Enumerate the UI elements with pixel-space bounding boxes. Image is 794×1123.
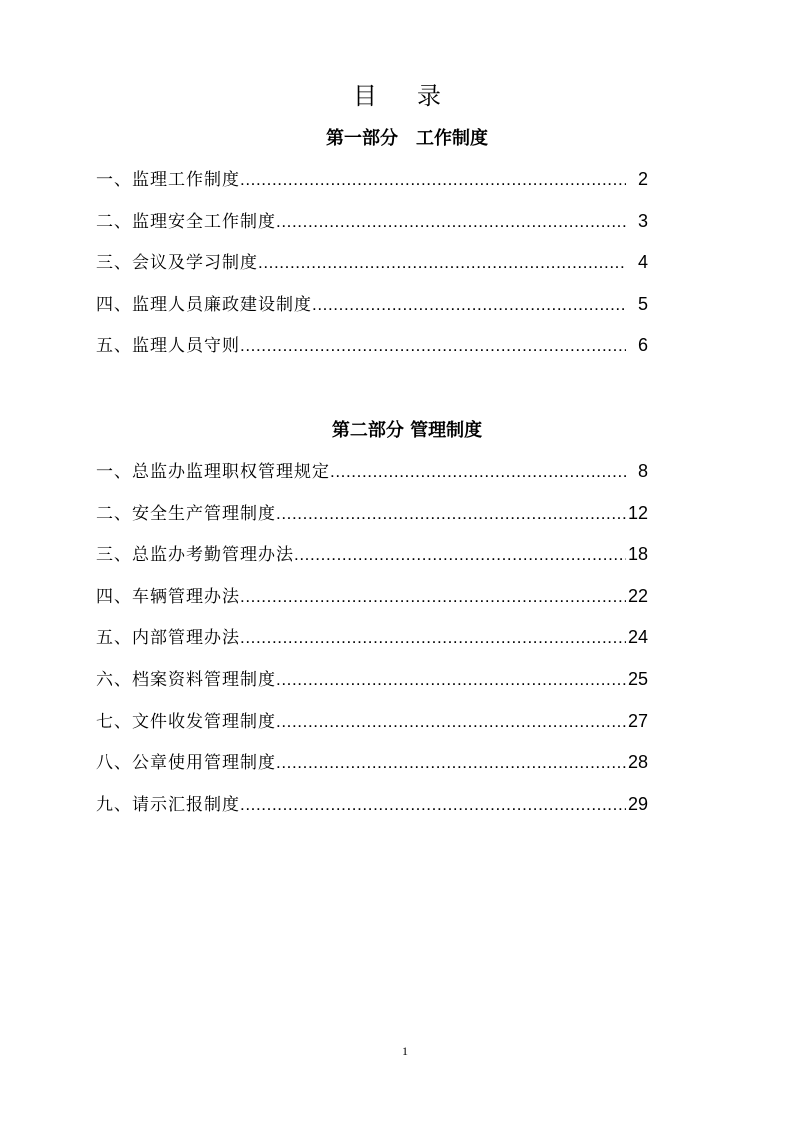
toc-entry-page: 24 — [627, 627, 648, 648]
toc-entry-page: 8 — [637, 461, 648, 481]
part-one-heading: 第一部分 工作制度 — [326, 128, 488, 149]
toc-entry[interactable] — [96, 668, 648, 710]
toc-entry-label: 二、监理安全工作制度 — [96, 211, 276, 232]
toc-entry-label: 九、请示汇报制度 — [96, 794, 240, 815]
toc-entry-label: 一、监理工作制度 — [96, 170, 240, 190]
toc-entry[interactable] — [96, 334, 648, 376]
part-two-toc — [96, 460, 648, 834]
toc-entry[interactable] — [96, 585, 648, 627]
dot-leader — [276, 503, 626, 525]
toc-entry-page: 28 — [627, 752, 648, 773]
dot-leader — [240, 794, 626, 816]
toc-entry[interactable] — [96, 710, 648, 752]
toc-entry-label: 三、总监办考勤管理办法 — [96, 545, 294, 566]
dot-leader — [258, 252, 626, 274]
toc-entry[interactable] — [96, 626, 648, 668]
toc-entry[interactable] — [96, 543, 648, 585]
toc-entry-page: 18 — [627, 544, 648, 565]
dot-leader — [240, 169, 626, 191]
dot-leader — [276, 711, 626, 733]
toc-entry-page: 12 — [627, 502, 648, 523]
toc-entry-label: 八、公章使用管理制度 — [96, 753, 276, 774]
toc-entry[interactable] — [96, 460, 648, 502]
toc-entry-label: 五、监理人员守则 — [96, 336, 240, 357]
dot-leader — [294, 544, 626, 566]
toc-entry-page: 5 — [637, 293, 648, 314]
page-number: 1 — [402, 1044, 408, 1058]
toc-entry-label: 一、总监办监理职权管理规定 — [96, 462, 330, 482]
dot-leader — [276, 669, 626, 691]
dot-leader — [312, 294, 626, 316]
toc-entry[interactable] — [96, 502, 648, 544]
toc-entry-page: 4 — [637, 252, 648, 273]
toc-entry-page: 3 — [637, 210, 648, 231]
toc-entry-page: 22 — [627, 585, 648, 606]
dot-leader — [276, 211, 626, 233]
dot-leader — [240, 627, 626, 649]
toc-entry[interactable] — [96, 251, 648, 293]
dot-leader — [330, 461, 626, 483]
document-title: 目录 — [353, 82, 481, 110]
toc-entry-label: 四、车辆管理办法 — [96, 586, 240, 607]
toc-entry[interactable] — [96, 793, 648, 835]
dot-leader — [240, 586, 626, 608]
toc-entry-page: 25 — [627, 668, 648, 689]
toc-entry-label: 三、会议及学习制度 — [96, 253, 258, 274]
toc-entry-label: 六、档案资料管理制度 — [96, 669, 276, 690]
toc-entry-page: 6 — [637, 335, 648, 356]
toc-entry-label: 二、安全生产管理制度 — [96, 503, 276, 524]
toc-entry-page: 29 — [627, 793, 648, 814]
toc-entry-label: 七、文件收发管理制度 — [96, 711, 276, 732]
toc-entry[interactable] — [96, 293, 648, 335]
dot-leader — [240, 335, 626, 357]
toc-entry[interactable] — [96, 210, 648, 252]
part-two-heading: 第二部分 管理制度 — [331, 420, 483, 441]
toc-entry[interactable] — [96, 168, 648, 210]
toc-entry[interactable] — [96, 751, 648, 793]
dot-leader — [276, 752, 626, 774]
toc-entry-label: 五、内部管理办法 — [96, 628, 240, 649]
toc-entry-label: 四、监理人员廉政建设制度 — [96, 294, 312, 315]
part-one-toc — [96, 168, 648, 376]
toc-entry-page: 27 — [627, 710, 648, 731]
toc-entry-page: 2 — [637, 169, 648, 189]
